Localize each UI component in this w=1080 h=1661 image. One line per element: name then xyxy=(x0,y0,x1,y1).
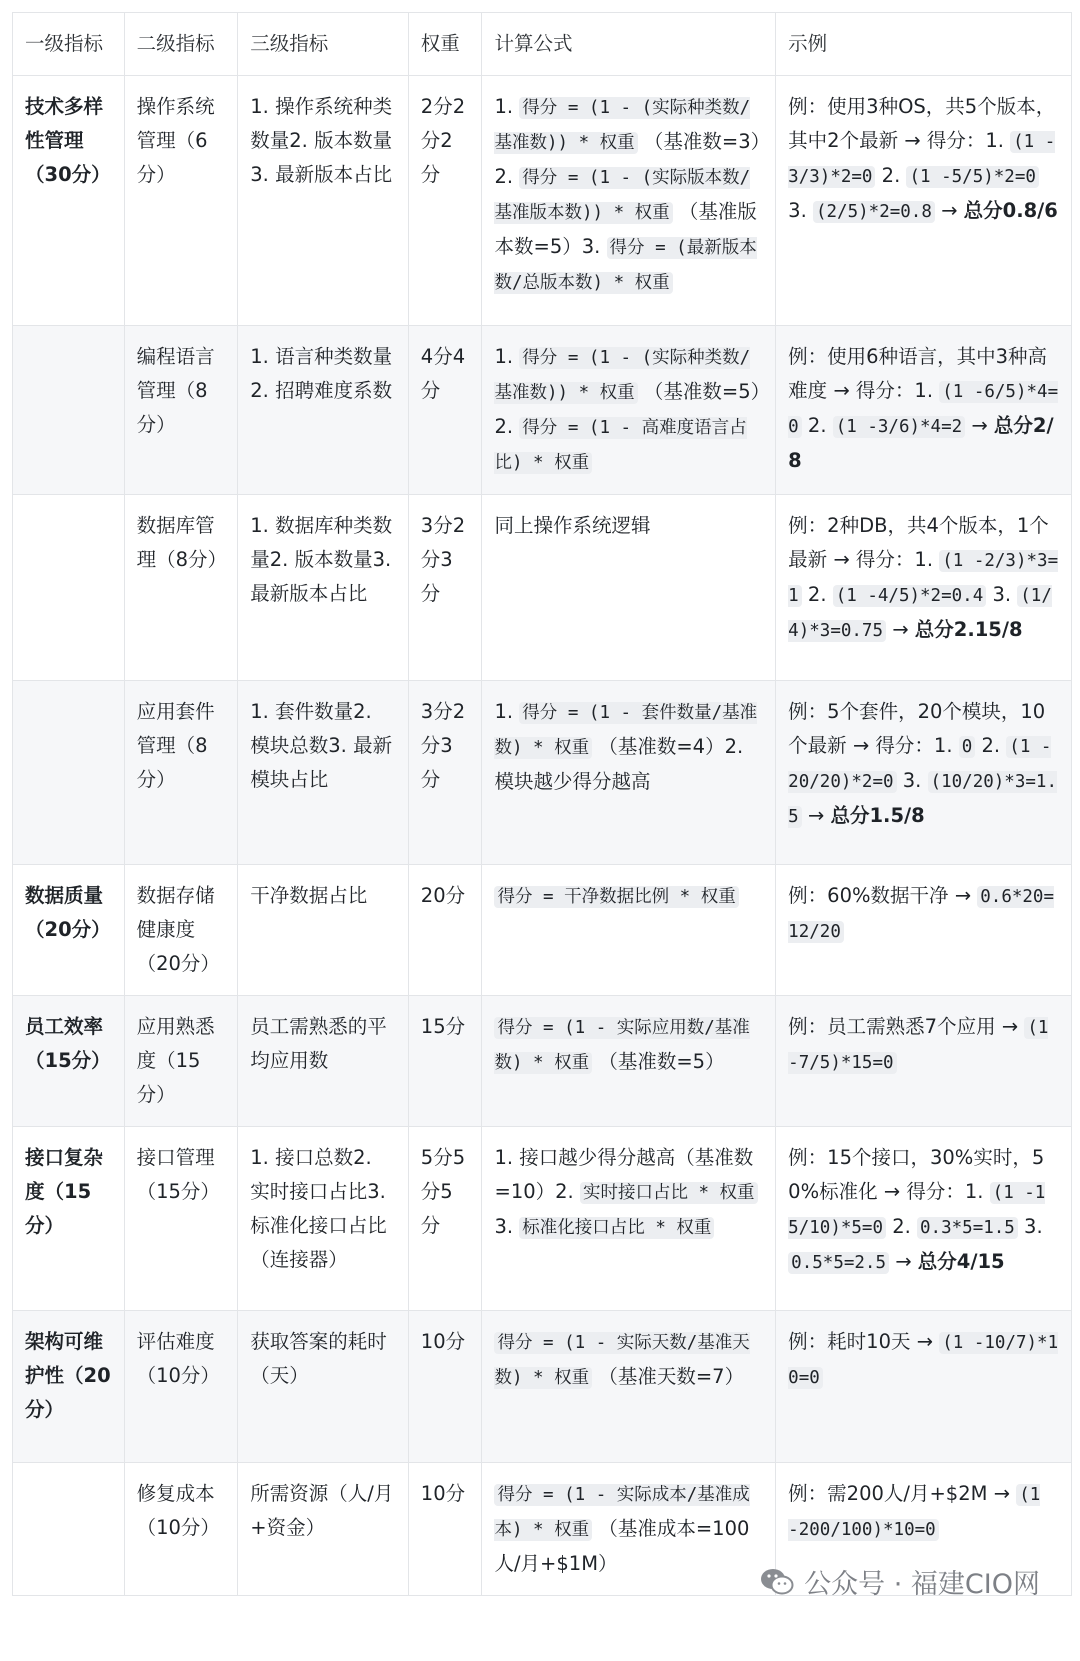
cell-level1: 技术多样性管理（30分） xyxy=(13,76,125,326)
text-segment: 2. xyxy=(801,414,833,437)
inline-code: (1 -5/5)*2=0 xyxy=(906,166,1038,188)
inline-code: (1 -10/7)*10=0 xyxy=(788,1333,1059,1388)
text-segment: → xyxy=(889,1250,918,1273)
cell-weight: 5分5分5分 xyxy=(408,1127,482,1311)
header-level3: 三级指标 xyxy=(238,13,409,76)
text-segment: 例：5个套件，20个模块，10个最新 → 得分：1. xyxy=(788,700,1046,757)
cell-weight: 10分 xyxy=(408,1311,482,1463)
cell-weight: 20分 xyxy=(408,865,482,996)
text-segment: （基准数=5） xyxy=(592,1050,725,1073)
text-segment: 3. xyxy=(788,199,813,222)
text-segment: 例：使用3种OS，共5个版本，其中2个最新 → 得分：1. xyxy=(788,95,1056,152)
inline-code: (1 -6/5)*4=0 xyxy=(788,382,1059,437)
cell-level3: 1. 接口总数2. 实时接口占比3. 标准化接口占比（连接器） xyxy=(238,1127,409,1311)
cell-level2: 接口管理（15分） xyxy=(124,1127,238,1311)
text-segment: → xyxy=(801,804,831,827)
text-segment: 3. xyxy=(1017,1215,1043,1238)
text-segment: 2. xyxy=(886,1215,918,1238)
total-score: 总分1.5/8 xyxy=(830,804,925,827)
table-row xyxy=(13,495,1072,681)
cell-level3: 所需资源（人/月+资金） xyxy=(238,1463,409,1596)
table-header-row xyxy=(13,13,1072,76)
inline-code: 0 xyxy=(959,736,976,758)
cell-level1 xyxy=(13,326,125,495)
inline-code: 得分 = (1 - (实际种类数/基准数)) * 权重 xyxy=(494,348,751,403)
table-row xyxy=(13,76,1072,326)
text-segment: （基准数=4）2. 模块越少得分越高 xyxy=(494,735,744,793)
table-row xyxy=(13,681,1072,865)
inline-code: 标准化接口占比 * 权重 xyxy=(519,1217,714,1239)
text-segment: 例：员工需熟悉7个应用 → xyxy=(788,1015,1025,1038)
cell-formula xyxy=(482,76,776,326)
text-segment: 1. xyxy=(494,345,520,368)
cell-formula xyxy=(482,1311,776,1463)
text-segment: 例：60%数据干净 → xyxy=(788,884,978,907)
inline-code: 得分 = (1 - (实际种类数/基准数)) * 权重 xyxy=(494,98,751,153)
text-segment: （基准天数=7） xyxy=(592,1365,745,1388)
cell-level3: 1. 数据库种类数量2. 版本数量3. 最新版本占比 xyxy=(238,495,409,681)
text-segment: 例：15个接口，30%实时，50%标准化 → 得分：1. xyxy=(788,1146,1045,1203)
header-formula: 计算公式 xyxy=(482,13,776,76)
inline-code: 0.5*5=2.5 xyxy=(788,1252,889,1274)
header-example: 示例 xyxy=(776,13,1072,76)
text-segment: → xyxy=(934,199,964,222)
cell-level3: 1. 操作系统种类数量2. 版本数量3. 最新版本占比 xyxy=(238,76,409,326)
inline-code: (1 -7/5)*15=0 xyxy=(788,1018,1049,1073)
table-row xyxy=(13,1127,1072,1311)
cell-level3: 1. 套件数量2. 模块总数3. 最新模块占比 xyxy=(238,681,409,865)
cell-weight: 10分 xyxy=(408,1463,482,1596)
table-row xyxy=(13,326,1072,495)
text-segment: 同上操作系统逻辑 xyxy=(494,514,651,537)
cell-level1 xyxy=(13,681,125,865)
cell-formula xyxy=(482,326,776,495)
cell-example xyxy=(776,326,1072,495)
cell-level2: 应用套件管理（8分） xyxy=(124,681,238,865)
text-segment: （基准成本=100人/月+$1M） xyxy=(494,1517,750,1575)
cell-level2: 编程语言管理（8分） xyxy=(124,326,238,495)
inline-code: 得分 = 干净数据比例 * 权重 xyxy=(494,886,738,908)
text-segment: 2. xyxy=(801,583,833,606)
cell-level2: 应用熟悉度（15分） xyxy=(124,996,238,1127)
cell-level1: 接口复杂度（15分） xyxy=(13,1127,125,1311)
watermark-text: 公众号 · 福建CIO网 xyxy=(804,1569,1040,1600)
text-segment: → xyxy=(886,618,915,641)
cell-example xyxy=(776,865,1072,996)
text-segment: 2. xyxy=(975,734,1007,757)
inline-code: 得分 = (1 - 高难度语言占比) * 权重 xyxy=(494,418,747,473)
cell-example xyxy=(776,681,1072,865)
inline-code: (1 -4/5)*2=0.4 xyxy=(833,585,987,607)
table-row xyxy=(13,996,1072,1127)
text-segment: 1. xyxy=(494,700,520,723)
cell-formula xyxy=(482,1463,776,1596)
text-segment: 例：需200人/月+$2M → xyxy=(788,1482,1017,1505)
text-segment: 例：耗时10天 → xyxy=(788,1330,940,1353)
cell-formula xyxy=(482,1127,776,1311)
cell-example xyxy=(776,76,1072,326)
watermark xyxy=(760,1562,1040,1601)
cell-weight: 3分2分3分 xyxy=(408,495,482,681)
cell-weight: 4分4分 xyxy=(408,326,482,495)
table-row xyxy=(13,865,1072,996)
inline-code: (1 -20/20)*2=0 xyxy=(788,737,1052,792)
cell-level2: 操作系统管理（6分） xyxy=(124,76,238,326)
inline-code: (1 - 3/3)*2=0 xyxy=(788,132,1056,187)
text-segment: 例：2种DB，共4个版本，1个最新 → 得分：1. xyxy=(788,514,1049,571)
inline-code: 得分 = (最新版本数/总版本数) * 权重 xyxy=(494,238,757,293)
table-row xyxy=(13,1311,1072,1463)
inline-code: 实时接口占比 * 权重 xyxy=(580,1182,758,1204)
cell-example xyxy=(776,996,1072,1127)
total-score: 总分2/8 xyxy=(788,414,1054,472)
cell-level3: 干净数据占比 xyxy=(238,865,409,996)
inline-code: (2/5)*2=0.8 xyxy=(813,201,935,223)
inline-code: 得分 = (1 - 套件数量/基准数) * 权重 xyxy=(494,703,758,758)
cell-level3: 获取答案的耗时（天） xyxy=(238,1311,409,1463)
cell-example xyxy=(776,495,1072,681)
inline-code: (1 -15/10)*5=0 xyxy=(788,1183,1046,1238)
inline-code: (1 -2/3)*3=1 xyxy=(788,551,1059,606)
text-segment: 3. xyxy=(986,583,1018,606)
text-segment: （基准版本数=5）3. xyxy=(494,200,757,258)
cell-level2: 数据存储健康度（20分） xyxy=(124,865,238,996)
cell-weight: 15分 xyxy=(408,996,482,1127)
inline-code: (1 -200/100)*10=0 xyxy=(788,1485,1041,1540)
cell-formula xyxy=(482,495,776,681)
text-segment: 1. 接口越少得分越高（基准数=10）2. xyxy=(494,1146,754,1203)
cell-level2: 数据库管理（8分） xyxy=(124,495,238,681)
inline-code: 0.3*5=1.5 xyxy=(917,1217,1018,1239)
total-score: 总分2.15/8 xyxy=(914,618,1023,641)
cell-level1 xyxy=(13,495,125,681)
cell-level1: 架构可维护性（20分） xyxy=(13,1311,125,1463)
inline-code: (10/20)*3=1.5 xyxy=(788,772,1057,827)
cell-weight: 3分2分3分 xyxy=(408,681,482,865)
cell-level3: 1. 语言种类数量2. 招聘难度系数 xyxy=(238,326,409,495)
cell-formula xyxy=(482,996,776,1127)
inline-code: 得分 = (1 - 实际应用数/基准数) * 权重 xyxy=(494,1018,750,1073)
text-segment: （基准数=5）2. xyxy=(494,380,761,438)
cell-level1 xyxy=(13,1463,125,1596)
cell-level2: 评估难度（10分） xyxy=(124,1311,238,1463)
header-weight: 权重 xyxy=(408,13,482,76)
text-segment: 1. xyxy=(494,95,520,118)
header-level1: 一级指标 xyxy=(13,13,125,76)
inline-code: 得分 = (1 - 实际天数/基准天数) * 权重 xyxy=(494,1333,750,1388)
text-segment: 2. xyxy=(875,164,907,187)
cell-level1: 员工效率（15分） xyxy=(13,996,125,1127)
cell-example xyxy=(776,1127,1072,1311)
inline-code: 0.6*20=12/20 xyxy=(788,887,1055,942)
cell-example xyxy=(776,1311,1072,1463)
text-segment: 3. xyxy=(896,769,928,792)
text-segment: （基准数=3）2. xyxy=(494,130,761,188)
inline-code: 得分 = (1 - 实际成本/基准成本) * 权重 xyxy=(494,1485,750,1540)
text-segment: 3. xyxy=(494,1215,520,1238)
inline-code: (1 -3/6)*4=2 xyxy=(833,416,965,438)
indicator-table xyxy=(12,12,1072,1596)
cell-level3: 员工需熟悉的平均应用数 xyxy=(238,996,409,1127)
text-segment: → xyxy=(965,414,994,437)
text-segment: 例：使用6种语言，其中3种高难度 → 得分：1. xyxy=(788,345,1047,402)
inline-code: (1/4)*3=0.75 xyxy=(788,586,1052,641)
cell-formula xyxy=(482,865,776,996)
inline-code: 得分 = (1 - (实际版本数/基准版本数)) * 权重 xyxy=(494,168,751,223)
cell-weight: 2分2分2分 xyxy=(408,76,482,326)
wechat-icon xyxy=(760,1567,794,1597)
total-score: 总分4/15 xyxy=(917,1250,1005,1273)
total-score: 总分0.8/6 xyxy=(963,199,1058,222)
cell-level1: 数据质量（20分） xyxy=(13,865,125,996)
header-level2: 二级指标 xyxy=(124,13,238,76)
cell-formula xyxy=(482,681,776,865)
cell-level2: 修复成本（10分） xyxy=(124,1463,238,1596)
